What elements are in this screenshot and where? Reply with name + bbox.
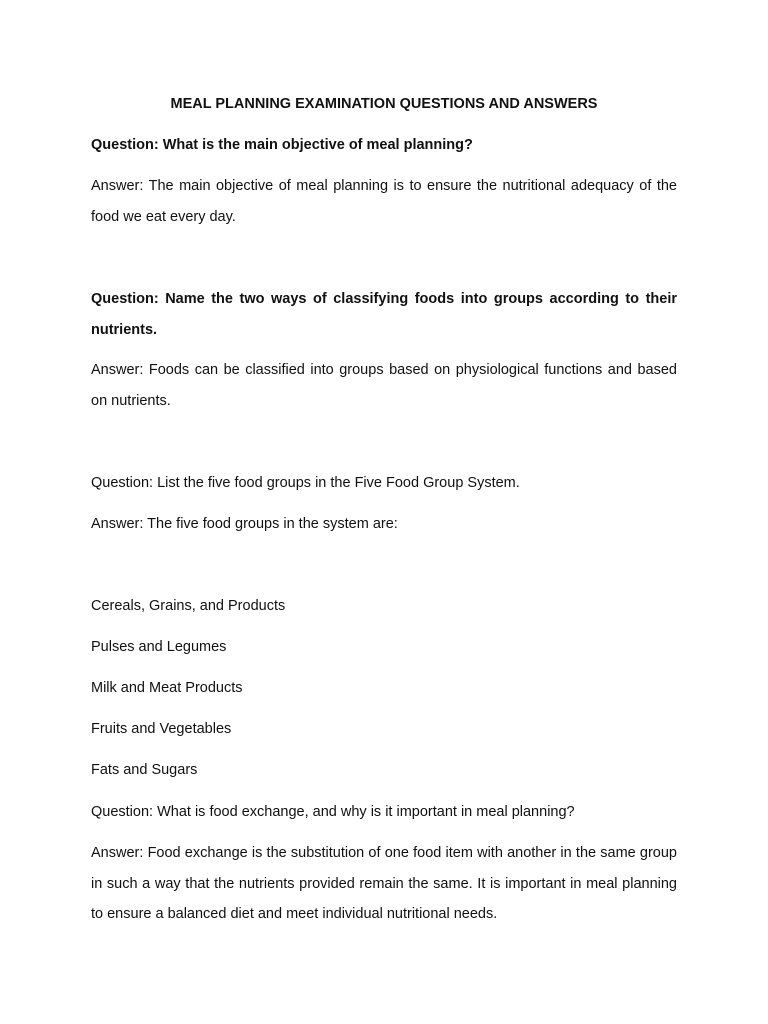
question-4: Question: What is food exchange, and why is it important in meal planning? <box>91 804 575 820</box>
answer-1: Answer: The main objective of meal planning is to ensure the nutritional adequacy of the food we eat every day. <box>91 178 677 225</box>
food-group-item: Fruits and Vegetables <box>91 721 232 737</box>
question-3: Question: List the five food groups in the Five Food Group System. <box>91 475 520 491</box>
food-group-item: Fats and Sugars <box>91 762 198 778</box>
food-group-item: Milk and Meat Products <box>91 680 243 696</box>
answer-2: Answer: Foods can be classified into groups based on physiological functions and based on nutrients. <box>91 362 677 409</box>
food-group-item: Pulses and Legumes <box>91 639 227 655</box>
answer-4: Answer: Food exchange is the substitution of one food item with another in the same group in such a way that the nutrients provided remain the same. It is important in meal planning to ensure a balanced diet and meet individual nutritional needs. <box>91 845 677 922</box>
question-2: Question: Name the two ways of classifying foods into groups according to their nutrients. <box>91 291 677 338</box>
answer-3: Answer: The five food groups in the system are: <box>91 516 398 532</box>
document-title: MEAL PLANNING EXAMINATION QUESTIONS AND ANSWERS <box>170 96 598 112</box>
food-group-item: Cereals, Grains, and Products <box>91 598 286 614</box>
question-1: Question: What is the main objective of meal planning? <box>91 137 473 153</box>
